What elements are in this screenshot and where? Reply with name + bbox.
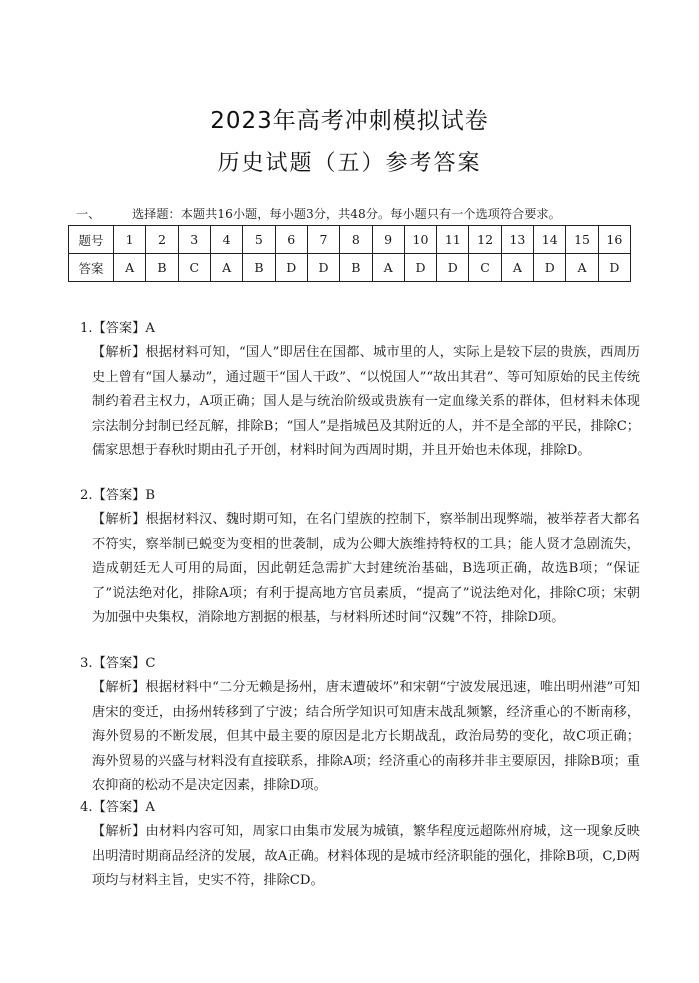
exam-subtitle: 历史试题（五）参考答案 bbox=[217, 151, 482, 176]
question-number-cell: 6 bbox=[275, 226, 307, 254]
question-number-cell: 9 bbox=[372, 226, 404, 254]
row-label-answer: 答案 bbox=[69, 254, 114, 282]
explanation-text: 【解析】根据材料中“二分无赖是扬州，唐末遭破坏”和宋朝“宁波发展迅速，唯出明州港”可知唐宋的变迁，由扬州转移到了宁波；结合所学知识可知唐末战乱频繁，经济重心的不断南移，海外贸易的不断发展，但其中最主要的原因是北方长期战乱，政治局势的变化，故C项正确；海外贸易的兴盛与材料没有直接联系，排除A项；经济重心的南移并非主要原因，排除B项；重农抑商的松动不是决定因素，排除D项。 bbox=[92, 680, 640, 793]
question-number-cell: 15 bbox=[566, 226, 598, 254]
answer-cell: A bbox=[114, 254, 146, 282]
section-instruction: 选择题：本题共16小题，每小题3分，共48分。每小题只有一个选项符合要求。 bbox=[132, 207, 561, 221]
question-number-cell: 12 bbox=[469, 226, 501, 254]
answer-table-number-row bbox=[69, 226, 631, 254]
answer-table-answer-row bbox=[69, 254, 631, 282]
answer-cell: D bbox=[307, 254, 339, 282]
answer-line: 2.【答案】B bbox=[80, 488, 156, 503]
answer-cell: D bbox=[534, 254, 566, 282]
question-number-cell: 5 bbox=[243, 226, 275, 254]
answer-cell: B bbox=[340, 254, 372, 282]
answer-cell: B bbox=[146, 254, 178, 282]
answer-cell: B bbox=[243, 254, 275, 282]
answer-cell: A bbox=[566, 254, 598, 282]
question-number-cell: 14 bbox=[534, 226, 566, 254]
answer-line: 1.【答案】A bbox=[80, 321, 155, 336]
answer-cell: A bbox=[372, 254, 404, 282]
question-number-cell: 4 bbox=[210, 226, 242, 254]
question-number-cell: 11 bbox=[437, 226, 469, 254]
answer-line: 3.【答案】C bbox=[80, 656, 156, 671]
answer-cell: D bbox=[404, 254, 436, 282]
question-number-cell: 3 bbox=[178, 226, 210, 254]
question-block-3 bbox=[80, 651, 640, 799]
question-number-cell: 10 bbox=[404, 226, 436, 254]
explanation-text: 【解析】根据材料可知，“国人”即居住在国都、城市里的人，实际上是较下层的贵族，西周历史上曾有“国人暴动”，通过题干“国人干政”、“以悦国人”“故出其君”、等可知原始的民主传统制约着君主权力，A项正确；国人是与统治阶级或贵族有一定血缘关系的群体，但材料未体现宗法制分封制已经瓦解，排除B；“国人”是指城邑及其附近的人，并不是全部的平民，排除C；儒家思想于春秋时期由孔子开创，材料时间为西周时期，并且开始也未体现，排除D。 bbox=[92, 345, 640, 458]
answer-cell: D bbox=[437, 254, 469, 282]
explanation-text: 【解析】根据材料汉、魏时期可知，在名门望族的控制下，察举制出现弊端，被举荐者大都名不符实，察举制已蜕变为变相的世袭制，成为公卿大族维持特权的工具；能人贤才急剧流失，造成朝廷无人可用的局面，因此朝廷急需扩大封建统治基础，B选项正确，故选B项；“保证了”说法绝对化，排除A项；有利于提高地方官员素质，“提高了”说法绝对化，排除C项；宋朝为加强中央集权，消除地方割据的根基，与材料所述时间“汉魏”不符，排除D项。 bbox=[92, 512, 640, 625]
question-number-cell: 1 bbox=[114, 226, 146, 254]
question-block-4 bbox=[80, 795, 640, 894]
answer-cell: A bbox=[501, 254, 533, 282]
answer-cell: C bbox=[469, 254, 501, 282]
question-number-cell: 13 bbox=[501, 226, 533, 254]
question-number-cell: 2 bbox=[146, 226, 178, 254]
question-number-cell: 16 bbox=[598, 226, 630, 254]
answer-cell: D bbox=[275, 254, 307, 282]
section-number: 一、 bbox=[76, 207, 101, 221]
answer-table bbox=[68, 225, 631, 282]
explanation-text: 【解析】由材料内容可知，周家口由集市发展为城镇，繁华程度远超陈州府城，这一现象反映出明清时期商品经济的发展，故A正确。材料体现的是城市经济职能的强化，排除B项，C,D两项均与材料主旨，史实不符，排除CD。 bbox=[92, 824, 640, 888]
answer-cell: A bbox=[210, 254, 242, 282]
question-number-cell: 8 bbox=[340, 226, 372, 254]
answer-line: 4.【答案】A bbox=[80, 800, 155, 815]
section-heading bbox=[76, 205, 561, 222]
question-block-2 bbox=[80, 483, 640, 631]
exam-title: 2023年高考冲刺模拟试卷 bbox=[210, 108, 489, 134]
answer-cell: C bbox=[178, 254, 210, 282]
row-label-number: 题号 bbox=[69, 226, 114, 254]
question-number-cell: 7 bbox=[307, 226, 339, 254]
answer-cell: D bbox=[598, 254, 630, 282]
question-block-1 bbox=[80, 316, 640, 464]
